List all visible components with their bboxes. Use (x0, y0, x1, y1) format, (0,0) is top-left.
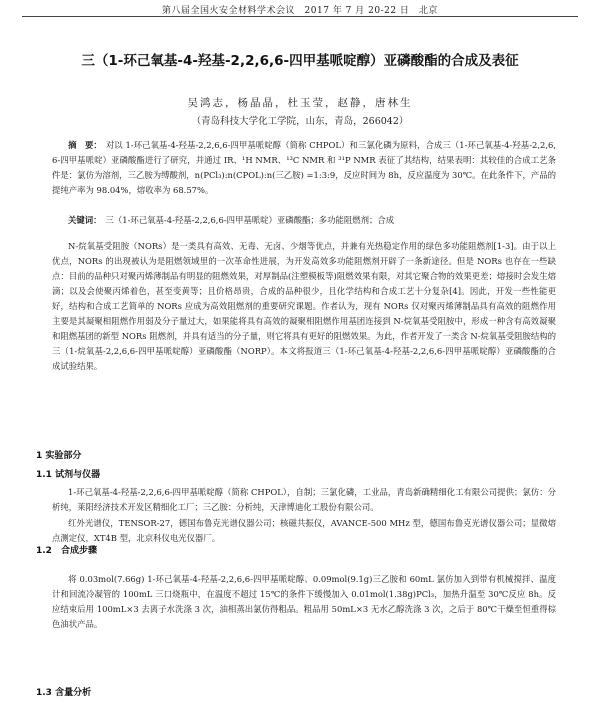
synthesis-text: 将 0.03mol(7.66g) 1-环己氧基-4-羟基-2,2,6,6-四甲基哌啶醇、0.09mol(9.1g)三乙胺和 60mL 氯仿加入到带有机械搅拌、温度计和回流冷凝管的 100mL 三口烧瓶中，在温度不超过 15℃的条件下缓慢加入 0.01mol(1.38g)PCl₃，加热升温至 30℃反应 8h。反应结束后用 100mL×3 去离子水洗涤 3 次，油相蒸出氯仿得粗品。粗品用 50mL×3 无水乙醇洗涤 3 次，之后于 80℃干燥至恒重得棕色油状产品。 (52, 574, 556, 629)
introduction-paragraph (52, 239, 556, 374)
author-list: 吴鸿志，杨晶晶，杜玉莹，赵静，唐林生 (187, 97, 413, 109)
section-1-heading: 1 实验部分 (36, 451, 82, 461)
abstract (52, 138, 556, 198)
instruments-text: 红外光谱仪，TENSOR-27，德国布鲁克光谱仪器公司；核磁共振仪，AVANCE-500 MHz 型，德国布鲁克光谱仪器公司；显微熔点测定仪，XT4B 型，北京科仪电光仪器厂。 (52, 518, 556, 543)
reagents-paragraph (52, 485, 556, 515)
introduction-text: N-烷氧基受阻胺（NORs）是一类具有高效、无毒、无卤、少烟等优点，并兼有光热稳定作用的绿色多功能阻燃剂[1-3]。由于以上优点，NORs 的出现被认为是阻燃领域里的一次革命性进展，为开发高效多功能阻燃剂开辟了一条新途径。但是 NORs 也存在一些缺点：目前的品种只对聚丙烯薄制品有明显的阻燃效果，对厚制品(注塑模板等)阻燃效果有限，对其它聚合物的效果更差；熔接时会发生熔滴；以及会使聚丙烯着色，甚至变黄等；且价格昂贵，合成的品种很少，且化学结构和合成工艺十分复杂[4]。因此，开发一些性能更好，结构和合成工艺简单的 NORs 应成为高效阻燃剂的重要研究课题。作者认为，现有 NORs 仅对聚丙烯薄制品具有高效的阻燃作用主要是其凝聚相阻燃作用弱及分子量过大，如果能将具有高效的凝聚相阻燃作用基团连接到 N-烷氧基受阻胺中，形成一种含有高效凝聚和阻燃基团的新型 NORs 阻燃剂，并具有适当的分子量，则它将具有更好的阻燃效果。为此，作者开发了一类含 N-烷氧基受阻胺结构的三（1-烷氧基-2,2,6,6-四甲基哌啶醇）亚磷酸酯（NORP）。本文将报道三（1-环己氧基-4-羟基-2,2,6,6-四甲基哌啶醇）亚磷酸酯的合成试验结果。 (52, 241, 556, 371)
synthesis-paragraph (52, 572, 556, 632)
section-1-1-heading: 1.1 试剂与仪器 (36, 470, 101, 480)
running-header: 第八届全国火安全材料学术会议 2017 年 7 月 20-22 日 北京 (162, 6, 438, 16)
abstract-label: 摘 要： (68, 140, 102, 150)
reagents-text: 1-环己氧基-4-羟基-2,2,6,6-四甲基哌啶醇（简称 CHPOL），自制；三氯化磷，工业品，青岛新确精细化工有限公司提供；氯仿：分析纯，莱阳经济技术开发区精细化工厂；三乙胺：分析纯，天津博迪化工股份有限公司。 (52, 487, 556, 512)
section-1-3-heading: 1.3 含量分析 (36, 688, 92, 698)
abstract-text: 对以 1-环己氧基-4-羟基-2,2,6,6-四甲基哌啶醇（简称 CHPOL）和三氯化磷为原料，合成三（1-环己氧基-4-羟基-2,2,6,6-四甲基哌啶）亚磷酸酯进行了研究，并通过 IR、¹H NMR、¹³C NMR 和 ³¹P NMR 表征了其结构，结果表明：其较佳的合成工艺条件是：氯仿为溶剂，三乙胺为缚酸剂，n(PCl₃):n(CPOL):n(三乙胺) =1:3:9，反应时间为 8h，反应温度为 30℃。在此条件下，产品的提纯产率为 98.04%，熔收率为 68.57%。 (52, 140, 557, 195)
keywords (52, 213, 556, 228)
section-1-2-heading: 1.2 合成步骤 (36, 546, 97, 556)
instruments-paragraph (52, 516, 556, 546)
keywords-text: 三（1-环己氧基-4-羟基-2,2,6,6-四甲基哌啶）亚磷酸酯；多功能阻燃剂；合成 (105, 215, 395, 225)
keywords-label: 关键词： (68, 215, 102, 225)
affiliation: （青岛科技大学化工学院，山东，青岛，266042） (191, 116, 409, 127)
header-rule (22, 16, 578, 17)
paper-title: 三（1-环己氧基-4-羟基-2,2,6,6-四甲基哌啶醇）亚磷酸酯的合成及表征 (81, 53, 519, 69)
